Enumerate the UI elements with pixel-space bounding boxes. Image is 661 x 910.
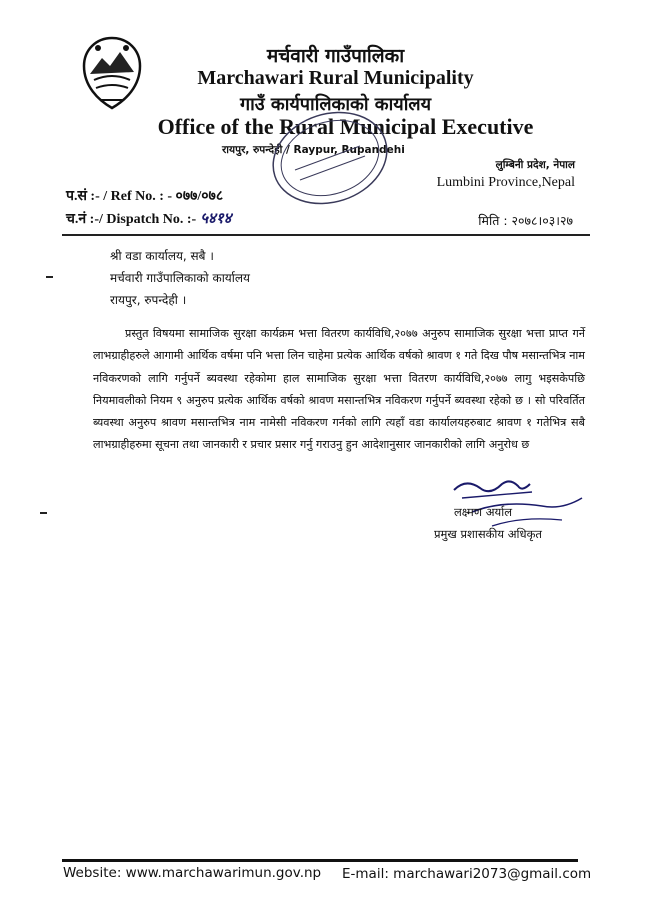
recipient-line-3: रायपुर, रुपन्देही । [110, 293, 187, 307]
footer-email: E-mail: marchawari2073@gmail.com [342, 866, 592, 882]
province-english: Lumbini Province,Nepal [436, 175, 575, 190]
signatory-name: लक्ष्मण अर्याल [454, 505, 512, 519]
signatory-title: प्रमुख प्रशासकीय अधिकृत [434, 527, 542, 541]
province-nepali: लुम्बिनी प्रदेश, नेपाल [495, 159, 575, 171]
reference-number: प.सं :- / Ref No. : - ०७७/०७८ [66, 189, 224, 204]
municipality-name-english: Marchawari Rural Municipality [197, 67, 474, 89]
letter-date: मिति : २०७८।०३।२७ [478, 213, 573, 228]
official-stamp [265, 108, 395, 208]
footer-website: Website: www.marchawarimun.gov.np [63, 865, 322, 881]
header-divider [62, 234, 590, 236]
dispatch-number [66, 208, 231, 228]
recipient-line-1: श्री वडा कार्यालय, सबै । [110, 249, 214, 263]
footer-divider [62, 859, 578, 862]
recipient-line-2: मर्चवारी गाउँपालिकाको कार्यालय [110, 271, 250, 285]
office-name-english: Office of the Rural Municipal Executive [157, 114, 534, 139]
letter-body: प्रस्तुत विषयमा सामाजिक सुरक्षा कार्यक्रम भत्ता वितरण कार्यविधि,२०७७ अनुरुप सामाजिक सुरक्षा भत्ता प्राप्त गर्ने लाभग्राहीहरुले आगामी आर्थिक वर्षमा पनि भत्ता लिन चाहेमा प्रत्येक आर्थिक वर्षको श्रावण १ गते दिख पौष मसान्तभित्र नाम नविकरणको लागि गर्नुपर्ने ब्यवस्था रहेकोमा हाल सामाजिक सुरक्षा भत्ता वितरण कार्यविधि,२०७७ लागु भइसकेपछि नियमावलीको नियम ९ अनुरुप प्रत्येक आर्थिक वर्षको श्रावण मसान्तभित्र नविकरण गर्नुपर्ने ब्यवस्था रहेको छ । सो परिवर्तित ब्यवस्था अनुरुप श्रावण मसान्तभित्र नाम नामेसी नविकरण गर्नको लागि त्यहाँ वडा कार्यालयहरुबाट श्रावण १ गतेभित्र सबै लाभग्राहीहरुमा सूचना तथा जानकारी र प्रचार प्रसार गर्नु गराउनु हुन आदेशानुसार जानकारीको लागि अनुरोध छ [93, 327, 585, 452]
margin-mark [46, 276, 53, 278]
margin-mark [40, 512, 47, 514]
municipality-name-nepali: मर्चवारी गाउँपालिका [266, 45, 405, 67]
office-address: रायपुर, रुपन्देही / Raypur, Rupandehi [222, 144, 405, 156]
dispatch-value-handwritten: ५४१४ [200, 209, 232, 227]
office-name-nepali: गाउँ कार्यपालिकाको कार्यालय [239, 94, 432, 115]
dispatch-label: च.नं :-/ Dispatch No. :- [66, 212, 197, 227]
